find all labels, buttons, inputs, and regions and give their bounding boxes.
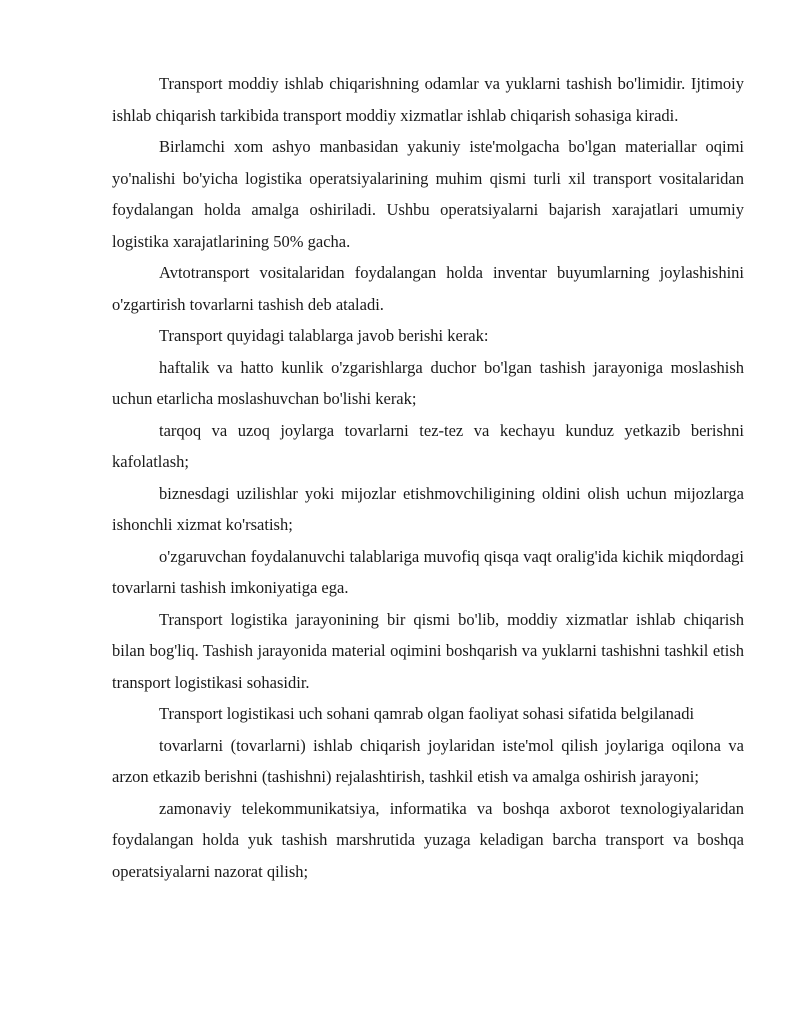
paragraph-11: tovarlarni (tovarlarni) ishlab chiqarish joylaridan iste'mol qilish joylariga oqilona va arzon etkazib berishni (tashishni) rejalashtirish, tashkil etish va amalga oshirish jarayoni; bbox=[112, 735, 744, 786]
paragraph-9: Transport logistika jarayonining bir qismi bo'lib, moddiy xizmatlar ishlab chiqarish bilan bog'liq. Tashish jarayonida material oqimini boshqarish va yuklarni tashishni tashkil etish transport logistikasi sohasidir. bbox=[112, 609, 744, 692]
paragraph-7: biznesdagi uzilishlar yoki mijozlar etishmovchiligining oldini olish uchun mijozlarga ishonchli xizmat ko'rsatish; bbox=[112, 483, 744, 534]
paragraph-8: o'zgaruvchan foydalanuvchi talablariga muvofiq qisqa vaqt oralig'ida kichik miqdordagi tovarlarni tashish imkoniyatiga ega. bbox=[112, 546, 744, 597]
paragraph-5: haftalik va hatto kunlik o'zgarishlarga duchor bo'lgan tashish jarayoniga moslashish uchun etarlicha moslashuvchan bo'lishi kerak; bbox=[112, 357, 744, 408]
paragraph-12: zamonaviy telekommunikatsiya, informatika va boshqa axborot texnologiyalaridan foydalangan holda yuk tashish marshrutida yuzaga keladigan barcha transport va boshqa operatsiyalarni nazorat qilish; bbox=[112, 798, 744, 881]
paragraph-4: Transport quyidagi talablarga javob berishi kerak: bbox=[159, 326, 489, 345]
paragraph-3: Avtotransport vositalaridan foydalangan holda inventar buyumlarning joylashishini o'zgartirish tovarlarni tashish deb ataladi. bbox=[112, 263, 744, 314]
paragraph-6: tarqoq va uzoq joylarga tovarlarni tez-tez va kechayu kunduz yetkazib berishni kafolatlash; bbox=[112, 420, 744, 471]
paragraph-10: Transport logistikasi uch sohani qamrab olgan faoliyat sohasi sifatida belgilanadi bbox=[159, 704, 695, 723]
document-page bbox=[112, 68, 744, 887]
paragraph-1: Transport moddiy ishlab chiqarishning odamlar va yuklarni tashish bo'limidir. Ijtimoiy ishlab chiqarish tarkibida transport moddiy xizmatlar ishlab chiqarish sohasiga kiradi. bbox=[112, 74, 744, 125]
paragraph-2: Birlamchi xom ashyo manbasidan yakuniy iste'molgacha bo'lgan materiallar oqimi yo'nalishi bo'yicha logistika operatsiyalarining muhim qismi turli xil transport vositalaridan foydalangan holda amalga oshiriladi. Ushbu operatsiyalarni bajarish xarajatlari umumiy logistika xarajatlarining 50% gacha. bbox=[112, 137, 744, 251]
